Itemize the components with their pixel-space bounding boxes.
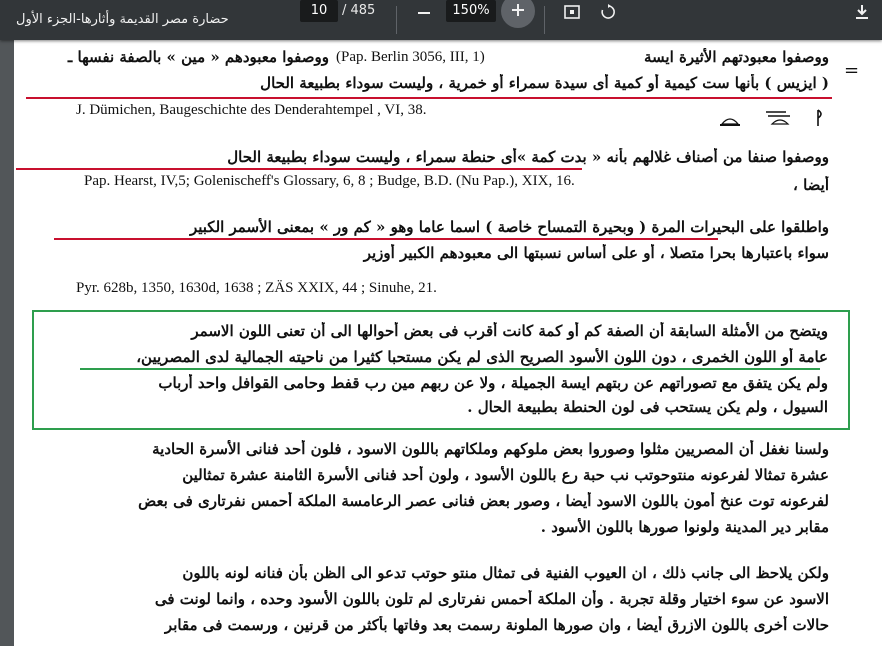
- reference-line: Pyr. 628b, 1350, 1630d, 1638 ; ZÄS XXIX, 44 ; Sinuhe, 21.: [76, 280, 437, 296]
- zoom-level-input[interactable]: 150%: [446, 0, 496, 22]
- margin-mark: =: [844, 60, 860, 81]
- text-line: واطلقوا على البحيرات المرة ( وبحيرة التمساح خاصة ) اسما عاما وهو « كم ور » بمعنى الأسمر الكبير: [189, 218, 829, 236]
- download-icon: [854, 4, 870, 24]
- red-underline: [26, 97, 832, 99]
- red-underline: [16, 168, 582, 170]
- text-line: ووصفوا معبودهم « مين » بالصفة نفسها ـ: [67, 48, 329, 66]
- text-line: سواء باعتبارها بحرا متصلا ، أو على أساس نسبتها الى معبودهم الكبير أوزير: [363, 244, 829, 262]
- toolbar-divider: [544, 6, 545, 34]
- text-line: ولسنا نغفل أن المصريين مثلوا وصوروا بعض ملوكهم وملكاتهم باللون الاسود ، فلون أحد فنانى الأسرة الحادية: [152, 440, 829, 458]
- page-total: / 485: [342, 3, 376, 18]
- fit-page-icon: [563, 3, 581, 25]
- download-button[interactable]: [848, 0, 876, 28]
- text-line: السيول ، ولم يكن يستحب فى لون الحنطة بطبيعة الحال .: [467, 398, 828, 416]
- document-title: حضارة مصر القديمة وأثارها-الجزء الأول: [16, 12, 229, 27]
- red-underline: [54, 238, 718, 240]
- text-line: عامة أو اللون الخمرى ، دون اللون الأسود الصريح الذى لم يكن مستحبا كثيرا من ناحيته الجمالية لدى المصريين،: [136, 348, 828, 366]
- pdf-toolbar: [0, 0, 882, 40]
- text-line: ويتضح من الأمثلة السابقة أن الصفة كم أو كمة كانت أقرب فى بعض أحوالها الى أن تعنى اللون الاسمر: [191, 322, 828, 340]
- text-line: ( ايزيس ) بأنها ست كيمية أو كمية أى سيدة سمراء أو خمرية ، وليست سوداء بطبيعة الحال: [260, 74, 829, 92]
- text-line: حالات أخرى باللون الازرق أيضا ، وان صورها الملونة رسمت بعد وفاتها بأكثر من قرنين ، ورسمت فى مقابر: [164, 616, 829, 634]
- text-line: لفرعونه توت عنخ أمون باللون الاسود أيضا ، وصور بعض فنانى عصر الرعامسة الملكة أحمس نفرتارى فى بعض: [138, 492, 829, 510]
- text-line: الاسود عن سوء اختيار وقلة تجربة . وأن الملكة أحمس نفرتارى لم تلون باللون الأسود وحده ، وانما لونت فى: [154, 590, 829, 608]
- rotate-icon: [599, 3, 617, 25]
- document-page: [14, 40, 882, 646]
- hieroglyph-image: [706, 106, 836, 130]
- zoom-in-button[interactable]: [501, 0, 535, 28]
- text-line: مقابر دير المدينة ولونوا صورها باللون الأسود .: [540, 518, 829, 536]
- text-line: عشرة تمثالا لفرعونه منتوحوتب نب حبة رع باللون الأسود ، ولون أحد فنانى الأسرة الثامنة عشرة تمثالين: [182, 466, 829, 484]
- reference-line: Pap. Hearst, IV,5; Golenischeff's Glossary, 6, 8 ; Budge, B.D. (Nu Pap.), XIX, 16.: [84, 173, 575, 189]
- text-line: ولم يكن يتفق مع تصوراتهم عن ربتهم ايسة الجميلة ، ولا عن ربهم مين رب قفط وحامى القوافل واحد أرباب: [158, 374, 828, 392]
- toolbar-divider: [396, 6, 397, 34]
- fit-page-button[interactable]: [558, 0, 586, 28]
- zoom-out-button[interactable]: [410, 0, 438, 28]
- text-line: ووصفوا معبودتهم الأثيرة ايسة: [643, 48, 829, 66]
- green-underline: [80, 368, 820, 370]
- page-number-input[interactable]: 10: [300, 0, 338, 22]
- text-line: ولكن يلاحظ الى جانب ذلك ، ان العيوب الفنية فى تمثال منتو حوتب تدعو الى الظن بأن فنانه لونه باللون: [182, 564, 829, 582]
- zoom-out-icon: [417, 5, 431, 24]
- text-line: ووصفوا صنفا من أصناف غلالهم بأنه « بدت كمة »أى حنطة سمراء ، وليست سوداء بطبيعة الحال: [227, 148, 829, 166]
- zoom-in-icon: [511, 2, 525, 21]
- text-line: أيضا ،: [793, 176, 829, 194]
- rotate-button[interactable]: [594, 0, 622, 28]
- reference-line: (Pap. Berlin 3056, III, 1): [336, 49, 485, 65]
- reference-line: J. Dümichen, Baugeschichte des Denderahtempel , VI, 38.: [76, 102, 427, 118]
